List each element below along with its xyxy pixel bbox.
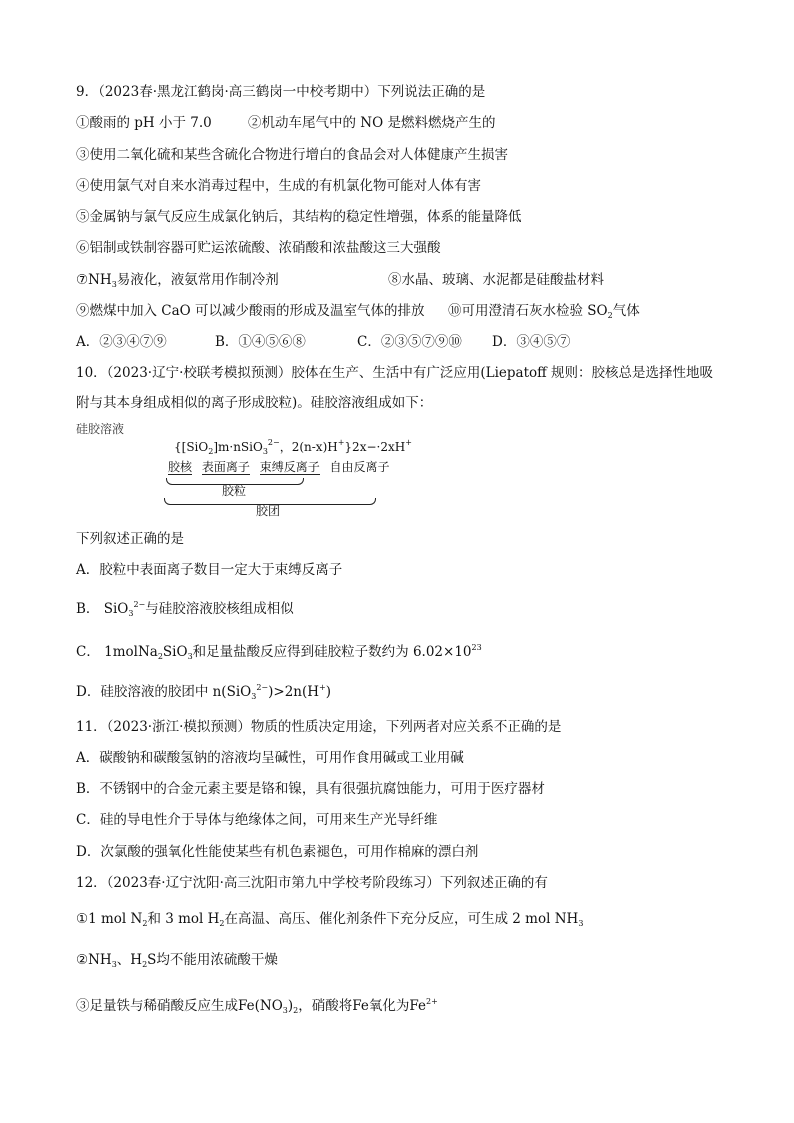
q9-item-10: ⑩可用澄清石灰水检验 $SO_2$气体 [448, 303, 640, 320]
q9-option-d: D．③④⑤⑦ [492, 334, 571, 350]
figure-labels [168, 458, 390, 475]
q12-item-3: ③足量铁与稀硝酸反应生成$Fe(NO_3)_2$，硝酸将Fe氧化为$Fe^{2+}$ [76, 997, 438, 1015]
q10-option-d: D．硅胶溶液的胶团中 n(SiO$_3^{2-}$)>2n(H+) [76, 683, 331, 701]
q10-option-b: B． SiO$_3^{2-}$与硅胶溶液胶核组成相似 [76, 600, 294, 618]
q9-option-a: A．②③④⑦⑨ [76, 334, 167, 350]
label-free-counter-ion: 自由反离子 [329, 460, 390, 474]
q12-item-1: ①1 mol $N_2$和 3 mol $H_2$在高温、高压、催化剂条件下充分反应，可生成 2 mol $NH_3$ [76, 911, 584, 928]
q12-item-2: $②NH_3$、$H_2S$均不能用浓硫酸干燥 [76, 952, 278, 969]
label-surface-ion: 表面离子 [201, 460, 250, 474]
q9-option-c: C．②③⑤⑦⑨⑩ [357, 334, 462, 350]
q11-option-b: B．不锈钢中的合金元素主要是铬和镍，具有很强抗腐蚀能力，可用于医疗器材 [76, 781, 545, 797]
q10-title-line2: 附与其本身组成相似的离子形成胶粒)。硅胶溶液组成如下： [76, 395, 433, 411]
q11-option-c: C．硅的导电性介于导体与绝缘体之间，可用来生产光导纤维 [76, 812, 438, 828]
q11-option-d: D．次氯酸的强氧化性能使某些有机色素褪色，可用作棉麻的漂白剂 [76, 844, 479, 860]
q9-item-4: ④使用氯气对自来水消毒过程中，生成的有机氯化物可能对人体有害 [76, 178, 481, 194]
q9-item-6: ⑥铝制或铁制容器可贮运浓硫酸、浓硝酸和浓盐酸这三大强酸 [76, 240, 441, 256]
q9-item-3: ③使用二氧化硫和某些含硫化合物进行增白的食品会对人体健康产生损害 [76, 147, 508, 163]
q9-item-5: ⑤金属钠与氯气反应生成氯化钠后，其结构的稳定性增强，体系的能量降低 [76, 209, 522, 225]
q9-item-7: $⑦NH_3$易液化，液氨常用作制冷剂 [76, 272, 279, 289]
particle-label: 胶粒 [222, 484, 247, 498]
label-bound-counter-ion: 束缚反离子 [259, 460, 320, 474]
q10-option-c: C． 1molNa$_2$SiO$_3$和足量盐酸反应得到硅胶粒子数约为 $6.02\times 10^{23}$ [76, 643, 482, 661]
q9-item-2: ②机动车尾气中的 NO 是燃料燃烧产生的 [248, 115, 496, 131]
q9-item-9: ⑨燃煤中加入 CaO 可以减少酸雨的形成及温室气体的排放 [76, 303, 425, 319]
q10-title-line1: 10．（2023·辽宁·校联考模拟预测）胶体在生产、生活中有广泛应用(Liepatoff 规则：胶核总是选择性地吸 [76, 365, 714, 381]
q9-title: 9．（2023春·黑龙江鹤岗·高三鹤岗一中校考期中）下列说法正确的是 [76, 84, 486, 100]
q12-title: 12．（2023春·辽宁沈阳·高三沈阳市第九中学校考阶段练习）下列叙述正确的有 [76, 875, 548, 891]
q11-title: 11．（2023·浙江·模拟预测）物质的性质决定用途，下列两者对应关系不正确的是 [76, 719, 562, 735]
q9-item-8: ⑧水晶、玻璃、水泥都是硅酸盐材料 [388, 272, 604, 288]
q9-option-b: B．①④⑤⑥⑧ [215, 334, 306, 350]
figure-formula: {[SiO$_2$]m·nSiO$_3^{2-}$，2(n-x)H+}2x−·2xH+ [174, 438, 412, 456]
micelle-label: 胶团 [256, 504, 281, 518]
q10-question: 下列叙述正确的是 [76, 531, 184, 547]
q11-option-a: A．碳酸钠和碳酸氢钠的溶液均呈碱性，可用作食用碱或工业用碱 [76, 750, 464, 766]
label-core: 胶核 [168, 460, 193, 474]
q9-item-1: ①酸雨的 pH 小于 7.0 [76, 115, 212, 131]
figure-caption: 硅胶溶液 [76, 422, 125, 436]
silica-sol-figure [160, 438, 420, 518]
q10-option-a: A．胶粒中表面离子数目一定大于束缚反离子 [76, 562, 343, 578]
